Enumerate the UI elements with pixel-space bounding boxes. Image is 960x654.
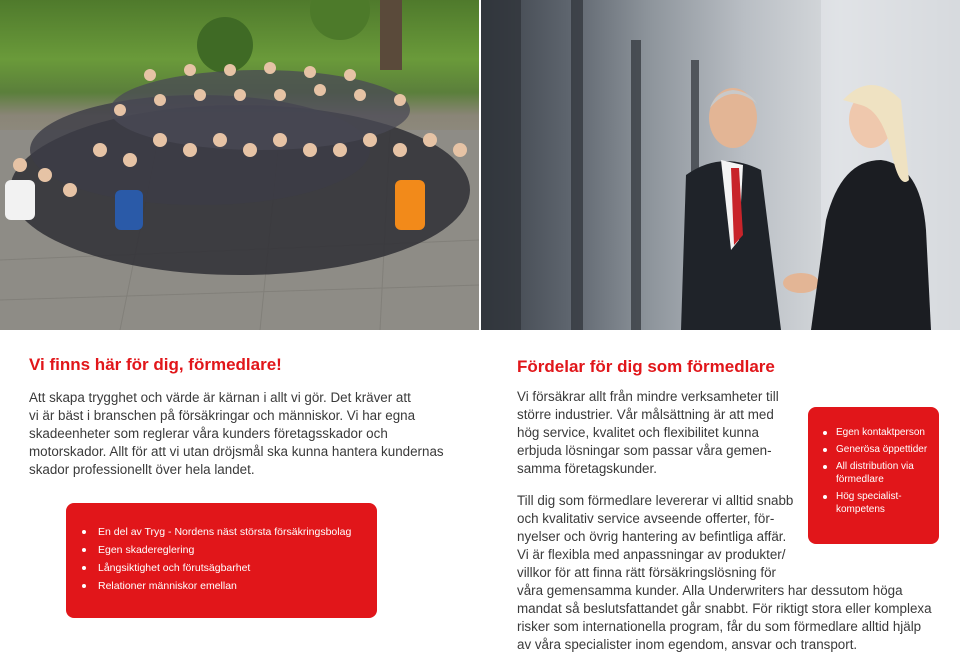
text-line: samma företagskunder.	[517, 461, 657, 476]
text-line: av våra specialister inom egendom, ansvar och transport.	[517, 637, 858, 652]
text-line: skadeenheter som reglerar våra kunders företagsskador och	[29, 426, 388, 441]
text-line: nyelser och övrig hantering av befintliga affär.	[517, 529, 787, 544]
text-line: och kvalitativ service avseende offerter, för-	[517, 511, 775, 526]
text-line: hög service, kvalitet och flexibilitet kunna	[517, 425, 759, 440]
list-item: En del av Tryg - Nordens näst största försäkringsbolag	[82, 523, 377, 541]
text-line: erbjuda lösningar som passar våra gemen-	[517, 443, 772, 458]
highlights-list	[66, 503, 377, 595]
text-line: vi är bäst i branschen på försäkringar och människor. Vi har egna	[29, 408, 416, 423]
text-line: risker som internationella program, får du som förmedlare alltid hjälp	[517, 619, 922, 634]
list-item: Generösa öppettider	[823, 443, 936, 456]
text-line: villkor för att finna rätt försäkringslösning för	[517, 565, 776, 580]
intro-paragraph	[29, 389, 459, 479]
text-line: större industrier. Vår målsättning är att med	[517, 407, 774, 422]
benefits-box	[808, 407, 939, 544]
text-line: motorskador. Allt för att vi utan dröjsmål ska kunna hantera kundernas	[29, 444, 444, 459]
group-photo	[0, 0, 479, 330]
benefits-list	[808, 407, 939, 516]
benefits-paragraph-1	[517, 388, 797, 478]
list-item: Relationer människor emellan	[82, 577, 377, 595]
list-item: All distribution via förmedlare	[823, 460, 936, 486]
list-item: Egen kontaktperson	[823, 426, 936, 439]
section-title-right: Fördelar för dig som förmedlare	[517, 357, 775, 376]
text-line: mandat så beslutsfattandet går snabbt. För riktigt stora eller komplexa	[517, 601, 932, 616]
text-line: Vi försäkrar allt från mindre verksamheter till	[517, 389, 779, 404]
text-line: våra gemensamma kunder. Alla Underwriters har dessutom höga	[517, 583, 903, 598]
text-line: Att skapa trygghet och värde är kärnan i allt vi gör. Det kräver att	[29, 390, 411, 405]
text-line: Vi är flexibla med anpassningar av produkter/	[517, 547, 786, 562]
list-item: Hög specialist-kompetens	[823, 490, 936, 516]
list-item: Egen skadereglering	[82, 541, 377, 559]
handshake-photo	[481, 0, 960, 330]
page-title-left: Vi finns här för dig, förmedlare!	[29, 355, 282, 374]
list-item: Långsiktighet och förutsägbarhet	[82, 559, 377, 577]
highlights-box	[66, 503, 377, 618]
text-line: Till dig som förmedlare levererar vi alltid snabb	[517, 493, 794, 508]
text-line: skador professionellt över hela landet.	[29, 462, 255, 477]
